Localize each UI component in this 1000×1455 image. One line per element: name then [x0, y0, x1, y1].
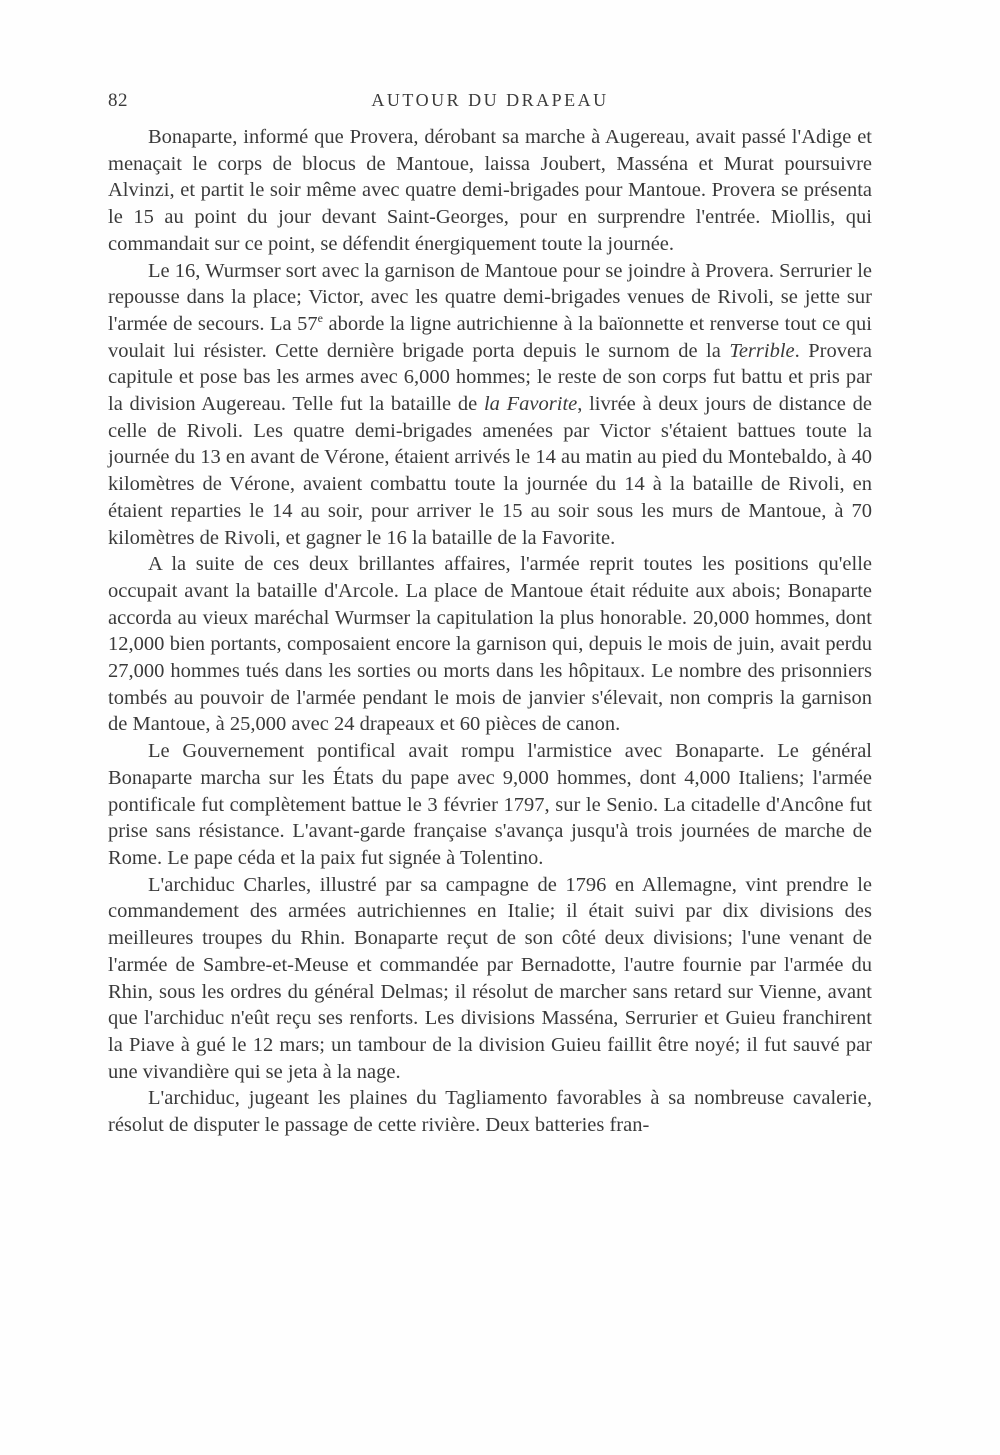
paragraph-text: L'archiduc Charles, illustré par sa campagne de 1796 en Allemagne, vint prendre le commandement des armées autrichiennes en Italie; il était suivi par dix divisions des meilleures troupes du Rhin. Bonaparte reçut de son côté deux divisions; l'une venant de l'armée de Sambre-et-Meuse et commandée par Bernadotte, l'autre fournie par l'armée du Rhin, sous les ordres du général Delmas; il résolut de marcher sans retard sur Vienne, avant que l'archiduc n'eût reçu ses renforts. Les divisions Masséna, Serrurier et Guieu franchirent la Piave à gué le 12 mars; un tambour de la division Guieu faillit être noyé; il fut sauvé par une vivandière qui se jeta à la nage. [108, 873, 872, 1083]
superscript-text: e [317, 311, 323, 326]
italic-text: Terrible [729, 339, 795, 362]
paragraph-text: A la suite de ces deux brillantes affaires, l'armée reprit toutes les positions qu'elle occupait avant la bataille d'Arcole. La place de Mantoue était réduite aux abois; Bonaparte accorda au vieux maréchal Wurmser la capitulation la plus honorable. 20,000 hommes, dont 12,000 bien portants, composaient encore la garnison qui, depuis le mois de juin, avait perdu 27,000 hommes tués dans les sorties ou morts dans les hôpitaux. Le nombre des prisonniers tombés au pouvoir de l'armée pendant le mois de janvier s'élevait, non compris la garnison de Mantoue, à 25,000 avec 24 drapeaux et 60 pièces de canon. [108, 553, 872, 736]
page-header [108, 90, 872, 120]
page-number: 82 [108, 90, 128, 111]
body-text [108, 124, 872, 1139]
paragraph-text: . Provera capitule et pose bas les armes avec 6,000 hommes; le reste de son corps fut battu et pris par la division Augereau. Telle fut la bataille de [108, 339, 872, 416]
paragraph [108, 872, 872, 1086]
italic-text: la Favorite [483, 393, 578, 416]
paragraph [108, 258, 872, 552]
paragraph-text: , livrée à deux jours de distance de celle de Rivoli. Les quatre demi-brigades amenées par Victor s'étaient battues toute la journée du 13 en avant de Vérone, étaient arrivés le 14 au matin au pied du Montebaldo, à 40 kilomètres de Vérone, avaient combattu toute la journée du 14 à la bataille de Rivoli, en étaient reparties le 14 au soir, pour arriver le 15 au soir sous les murs de Mantoue, à 70 kilomètres de Rivoli, et gagner le 16 la bataille de la Favorite. [108, 393, 872, 549]
paragraph-text: Le Gouvernement pontifical avait rompu l'armistice avec Bonaparte. Le général Bonaparte marcha sur les États du pape avec 9,000 hommes, dont 4,000 Italiens; l'armée pontificale fut complètement battue le 3 février 1797, sur le Senio. La citadelle d'Ancône fut prise sans résistance. L'avant-garde française s'avança jusqu'à trois journées de marche de Rome. Le pape céda et la paix fut signée à Tolentino. [108, 740, 872, 869]
running-title: AUTOUR DU DRAPEAU [371, 90, 609, 110]
paragraph-text: Bonaparte, informé que Provera, dérobant sa marche à Augereau, avait passé l'Adige et menaçait le corps de blocus de Mantoue, laissa Joubert, Masséna et Murat poursuivre Alvinzi, et partit le soir même avec quatre demi-brigades pour Mantoue. Provera se présenta le 15 au point du jour devant Saint-Georges, pour en surprendre l'entrée. Miollis, qui commandait sur ce point, se défendit énergiquement toute la journée. [108, 126, 872, 255]
paragraph [108, 124, 872, 258]
paragraph [108, 1085, 872, 1138]
paragraph [108, 738, 872, 872]
paragraph [108, 551, 872, 738]
paragraph-text: aborde la ligne autrichienne à la baïonnette et renverse tout ce qui voulait lui résister. Cette dernière brigade porta depuis le surnom de la [108, 312, 872, 362]
paragraph-text: Le 16, Wurmser sort avec la garnison de Mantoue pour se joindre à Provera. Serrurier le repousse dans la place; Victor, avec les quatre demi-brigades venues de Rivoli, se jette sur l'armée de secours. La 57 [108, 259, 872, 335]
paragraph-text: L'archiduc, jugeant les plaines du Tagliamento favorables à sa nombreuse cavalerie, résolut de disputer le passage de cette rivière. Deux batteries fran- [108, 1087, 872, 1137]
